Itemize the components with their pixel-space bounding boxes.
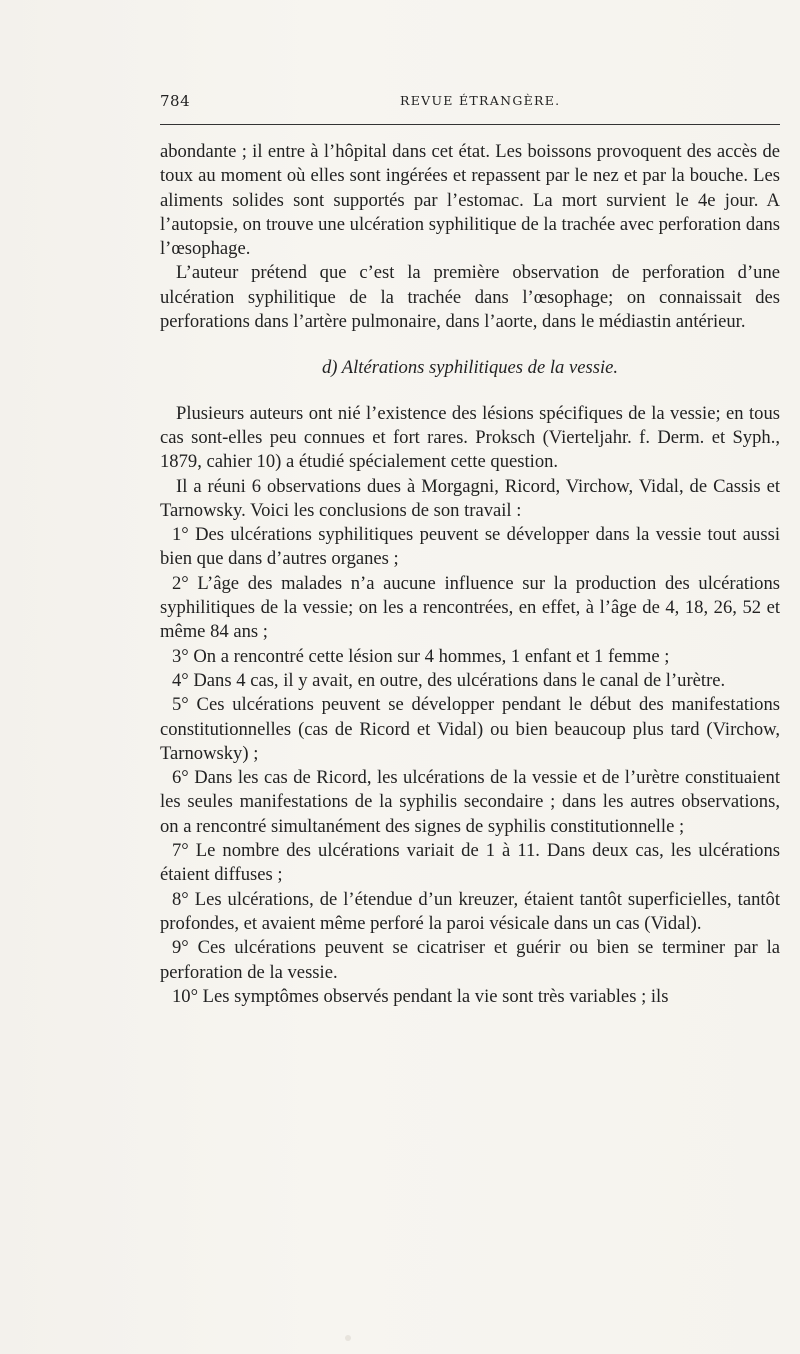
paragraph-perforation: L’auteur prétend que c’est la première observation de perforation d’une ulcération syphilitique de la trachée dans l’œsophage; on connaissait des perforations dans l’artère pulmonaire, dans l’aorte, dans le médiastin antérieur. [160, 262, 780, 333]
list-item: 3° On a rencontré cette lésion sur 4 hommes, 1 enfant et 1 femme ; [172, 645, 670, 667]
list-item: 10° Les symptômes observés pendant la vie sont très variables ; ils [172, 985, 669, 1007]
page-header [160, 92, 780, 116]
list-item: 1° Des ulcérations syphilitiques peuvent se développer dans la vessie tout aussi bien que dans d’autres organes ; [160, 524, 780, 570]
list-item: 2° L’âge des malades n’a aucune influence sur la production des ulcérations syphilitiques de la vessie; on les a rencontrées, en effet, à l’âge de 4, 18, 26, 52 et même 84 ans ; [160, 572, 780, 643]
list-item: 5° Ces ulcérations peuvent se développer pendant le début des manifestations constitutionnelles (cas de Ricord et Vidal) ou bien beaucoup plus tard (Virchow, Tarnowsky) ; [160, 694, 780, 764]
paragraph-observations: Il a réuni 6 observations dues à Morgagni, Ricord, Virchow, Vidal, de Cassis et Tarnowsky. Voici les conclusions de son travail : [160, 475, 780, 521]
paragraph-intro: Plusieurs auteurs ont nié l’existence des lésions spécifiques de la vessie; en tous cas sont-elles peu connues et fort rares. Proksch (Vierteljahr. f. Derm. et Syph., 1879, cahier 10) a étudié spécialement cette question. [160, 402, 780, 473]
paragraph-autopsy: abondante ; il entre à l’hôpital dans cet état. Les boissons provoquent des accès de toux au moment où elles sont ingérées et repassent par le nez et par la bouche. Les aliments solides sont supportés par l’estomac. La mort survient le 4e jour. A l’autopsie, on trouve une ulcération syphilitique de la trachée avec perforation dans l’œsophage. [160, 141, 780, 260]
section-title: d) Altérations syphilitiques de la vessie. [321, 357, 619, 379]
list-item: 7° Le nombre des ulcérations variait de 1 à 11. Dans deux cas, les ulcérations étaient diffuses ; [160, 840, 780, 886]
ink-speck [345, 1335, 351, 1341]
list-item: 8° Les ulcérations, de l’étendue d’un kreuzer, étaient tantôt superficielles, tantôt profondes, et avaient même perforé la paroi vésicale dans un cas (Vidal). [160, 888, 780, 934]
page-number: 784 [160, 92, 191, 110]
list-item: 4° Dans 4 cas, il y avait, en outre, des ulcérations dans le canal de l’urètre. [172, 669, 726, 691]
running-title: REVUE ÉTRANGÈRE. [400, 93, 561, 108]
list-item: 9° Ces ulcérations peuvent se cicatriser et guérir ou bien se terminer par la perforation de la vessie. [160, 937, 780, 983]
header-rule [160, 124, 780, 125]
body-text [160, 140, 780, 1009]
list-item: 6° Dans les cas de Ricord, les ulcérations de la vessie et de l’urètre constituaient les seules manifestations de la syphilis secondaire ; dans les autres observations, on a rencontré simultanément des signes de syphilis constitutionnelle ; [160, 767, 780, 837]
